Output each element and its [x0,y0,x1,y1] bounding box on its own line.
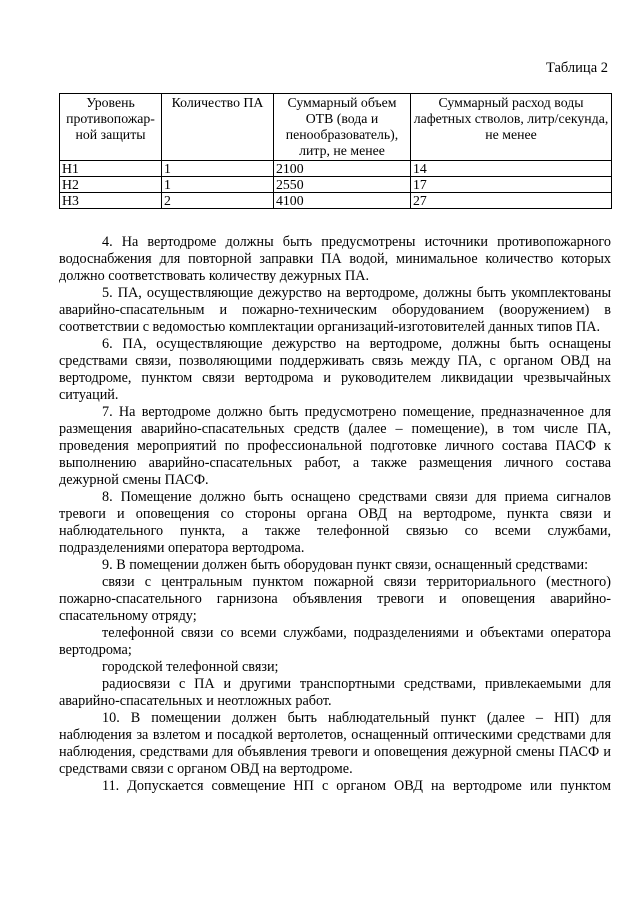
cell-agent-volume: 2550 [274,177,411,193]
cell-level: Н2 [60,177,162,193]
cell-agent-volume: 2100 [274,161,411,177]
paragraph-8: 8. Помещение должно быть оснащено средствами связи для приема сигналов тревоги и оповещения со стороны органа ОВД на вертодроме, пункта связи и наблюдательного пункта, а также телефонной связью со всеми службами, подразделениями оператора вертодрома. [59,489,611,556]
table-row [60,177,612,193]
list-item-phone-link: телефонной связи со всеми службами, подразделениями и объектами оператора вертодрома; [59,625,611,658]
paragraph-6: 6. ПА, осуществляющие дежурство на вертодроме, должны быть оснащены средствами связи, позволяющими поддерживать связь между ПА, с органом ОВД на вертодроме, пунктом связи вертодрома и руководителем ликвидации чрезвычайных ситуаций. [59,336,611,403]
paragraph-9: 9. В помещении должен быть оборудован пункт связи, оснащенный средствами: [102,557,589,573]
header-water-flow: Суммарный расход воды лафетных стволов, литр/секунда, не менее [411,94,612,161]
paragraph-11: 11. Допускается совмещение НП с органом ОВД на вертодроме или пунктом [102,778,611,794]
cell-vehicle-count: 2 [162,193,274,209]
paragraph-10: 10. В помещении должен быть наблюдательный пункт (далее – НП) для наблюдения за взлетом и посадкой вертолетов, оснащенный оптическими средствами для наблюдения, средствами для объявления тревоги и оповещения дежурной смены ПАСФ и средствами связи с органом ОВД на вертодроме. [59,710,611,777]
cell-water-flow: 14 [411,161,612,177]
cell-vehicle-count: 1 [162,161,274,177]
cell-agent-volume: 4100 [274,193,411,209]
list-item-city-phone: городской телефонной связи; [102,659,279,675]
cell-level: Н3 [60,193,162,209]
body-text [59,234,611,795]
paragraph-4: 4. На вертодроме должны быть предусмотрены источники противопожарного водоснабжения для повторной заправки ПА водой, минимальное количество которых должно соответствовать количеству дежурных ПА. [59,234,611,284]
cell-vehicle-count: 1 [162,177,274,193]
cell-level: Н1 [60,161,162,177]
fire-protection-table [59,93,612,209]
list-item-radio-link: радиосвязи с ПА и другими транспортными средствами, привлекаемыми для аварийно-спасательных и неотложных работ. [59,676,611,709]
table-label: Таблица 2 [545,60,608,76]
cell-water-flow: 27 [411,193,612,209]
table-row [60,193,612,209]
table-header-row [60,94,612,161]
paragraph-7: 7. На вертодроме должно быть предусмотрено помещение, предназначенное для размещения аварийно-спасательных средств (далее – помещение), в том числе ПА, проведения мероприятий по профессиональной подготовке личного состава ПАСФ к выполнению аварийно-спасательных работ, а также размещения личного состава дежурной смены ПАСФ. [59,404,611,488]
table-row [60,161,612,177]
header-agent-volume: Суммарный объем ОТВ (вода и пенообразователь), литр, не менее [274,94,411,161]
cell-water-flow: 17 [411,177,612,193]
paragraph-5: 5. ПА, осуществляющие дежурство на вертодроме, должны быть укомплектованы аварийно-спасательным и пожарно-техническим оборудованием (вооружением) в соответствии с ведомостью комплектации организаций-изготовителей данных типов ПА. [59,285,611,335]
header-vehicle-count: Количество ПА [162,94,274,161]
header-level: Уровень противопожар-ной защиты [60,94,162,161]
list-item-central-fire-link: связи с центральным пунктом пожарной связи территориального (местного) пожарно-спасательного гарнизона объявления тревоги и оповещения аварийно-спасательному отряду; [59,574,611,624]
